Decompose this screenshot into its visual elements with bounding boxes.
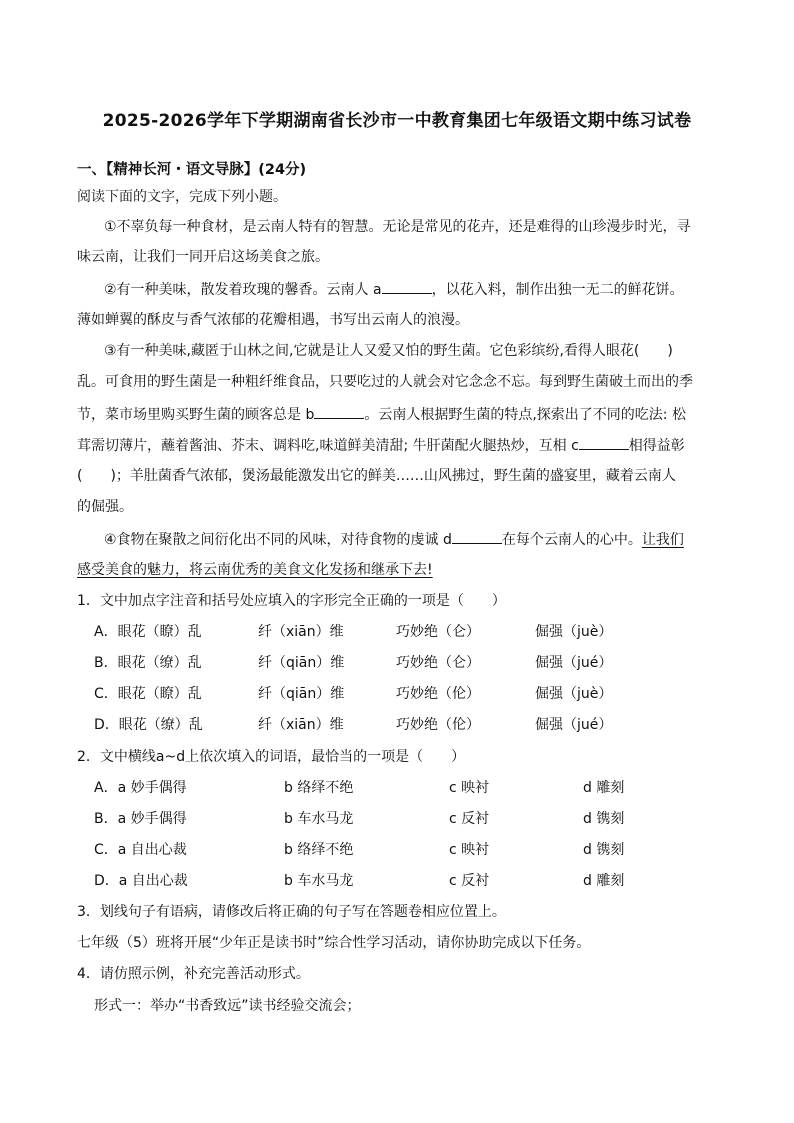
q2-option-c-2: b 络绎不绝 bbox=[284, 842, 354, 858]
q1-option-b-4: 倔强（jué） bbox=[535, 655, 613, 671]
q1-option-a-3: 巧妙绝（仑） bbox=[396, 624, 480, 640]
passage-text: 相得益彰 bbox=[628, 438, 685, 454]
q1-option-c-3: 巧妙绝（伦） bbox=[396, 686, 480, 702]
q2-option-a-4: d 雕刻 bbox=[583, 780, 625, 796]
q2-option-c-4: d 镌刻 bbox=[583, 842, 625, 858]
q2-option-d-3: c 反衬 bbox=[449, 873, 490, 889]
q1-option-b-1[interactable]: B．眼花（缭）乱 bbox=[94, 655, 202, 671]
q2-option-b-4: d 镌刻 bbox=[583, 811, 625, 827]
blank-b bbox=[314, 404, 364, 419]
q2-option-d-1[interactable]: D．a 自出心裁 bbox=[94, 873, 188, 889]
activity-form-1: 形式一：举办“书香致远”读书经验交流会； bbox=[94, 998, 361, 1014]
underlined-sentence: 让我们 bbox=[641, 532, 684, 548]
passage-p2-line2: 薄如蝉翼的酥皮与香气浓郁的花瓣相遇，书写出云南人的浪漫。 bbox=[77, 312, 469, 328]
passage-text: ，以花入料，制作出独一无二的鲜花饼。 bbox=[431, 282, 684, 298]
q2-option-a-2: b 络绎不绝 bbox=[284, 780, 354, 796]
q1-option-a-2: 纤（xiān）维 bbox=[258, 624, 344, 640]
q1-option-d-4: 倔强（jué） bbox=[535, 717, 613, 733]
passage-text: 在每个云南人的心中。 bbox=[501, 532, 642, 548]
task-intro: 七年级（5）班将开展“少年正是读书时”综合性学习活动，请你协助完成以下任务。 bbox=[77, 935, 591, 951]
q1-option-a-1[interactable]: A．眼花（瞭）乱 bbox=[94, 624, 202, 640]
passage-p3-line4 bbox=[77, 435, 722, 456]
passage-p3-line6: 的倔强。 bbox=[77, 499, 133, 515]
q1-option-b-2: 纤（qiān）维 bbox=[258, 655, 345, 671]
q1-option-b-3: 巧妙绝（仑） bbox=[396, 655, 480, 671]
q2-option-c-1[interactable]: C．a 自出心裁 bbox=[94, 842, 187, 858]
q2-option-c-3: c 映衬 bbox=[449, 842, 490, 858]
blank-d bbox=[452, 529, 502, 544]
question-1-stem: 1．文中加点字注音和括号处应填入的字形完全正确的一项是（ ） bbox=[77, 593, 506, 609]
q1-option-c-4: 倔强（juè） bbox=[535, 686, 613, 702]
q1-option-a-4: 倔强（juè） bbox=[535, 624, 613, 640]
q2-option-b-3: c 反衬 bbox=[449, 811, 490, 827]
q2-option-a-3: c 映衬 bbox=[449, 780, 490, 796]
passage-p3-line1: ③有一种美味,藏匿于山林之间,它就是让人又爱又怕的野生菌。它色彩缤纷,看得人眼花( ) bbox=[104, 343, 673, 359]
passage-p3-line3 bbox=[77, 404, 722, 425]
q2-option-d-2: b 车水马龙 bbox=[284, 873, 354, 889]
q2-option-a-1[interactable]: A．a 妙手偶得 bbox=[94, 780, 187, 796]
blank-a bbox=[382, 279, 432, 294]
passage-text: 节，菜市场里购买野生菌的顾客总是 b bbox=[77, 407, 315, 423]
q1-option-d-2: 纤（xiān）维 bbox=[258, 717, 344, 733]
passage-p3-line2: 乱。可食用的野生菌是一种粗纤维食品，只要吃过的人就会对它念念不忘。每到野生菌破土而出的季 bbox=[77, 374, 693, 390]
question-4-stem: 4．请仿照示例，补充完善活动形式。 bbox=[77, 966, 310, 982]
question-3-stem: 3．划线句子有语病，请修改后将正确的句子写在答题卷相应位置上。 bbox=[77, 904, 506, 920]
question-2-stem: 2．文中横线a~d上依次填入的词语，最恰当的一项是（ ） bbox=[77, 749, 466, 765]
underlined-sentence: 感受美食的魅力，将云南优秀的美食文化发扬和继承下去! bbox=[77, 562, 433, 578]
passage-text: 。云南人根据野生菌的特点,探索出了不同的吃法: 松 bbox=[364, 407, 686, 423]
passage-p2-line1 bbox=[104, 279, 749, 300]
q2-option-d-4: d 雕刻 bbox=[583, 873, 625, 889]
passage-p1-line2: 味云南，让我们一同开启这场美食之旅。 bbox=[77, 249, 329, 265]
q1-option-c-1[interactable]: C．眼花（瞭）乱 bbox=[94, 686, 202, 702]
passage-p4-line1 bbox=[104, 529, 749, 550]
q1-option-d-1[interactable]: D．眼花（缭）乱 bbox=[94, 717, 203, 733]
section-intro: 阅读下面的文字，完成下列小题。 bbox=[77, 189, 287, 205]
passage-text: ④食物在聚散之间衍化出不同的风味，对待食物的虔诚 d bbox=[104, 532, 452, 548]
passage-p3-line5: ( )；羊肚菌香气浓郁，煲汤最能激发出它的鲜美……山风拂过，野生菌的盛宴里，藏着云南人 bbox=[77, 468, 676, 484]
blank-c bbox=[579, 435, 629, 450]
passage-text: ②有一种美味，散发着玫瑰的馨香。云南人 a bbox=[104, 282, 382, 298]
passage-p1-line1: ①不辜负每一种食材，是云南人特有的智慧。无论是常见的花卉，还是难得的山珍漫步时光，寻 bbox=[104, 219, 691, 235]
q2-option-b-2: b 车水马龙 bbox=[284, 811, 354, 827]
q2-option-b-1[interactable]: B．a 妙手偶得 bbox=[94, 811, 187, 827]
passage-text: 茸需切薄片，蘸着酱油、芥末、调料吃,味道鲜美清甜; 牛肝菌配火腿热炒，互相 c bbox=[77, 438, 579, 454]
section-heading: 一、【精神长河・语文导脉】(24分) bbox=[77, 162, 307, 178]
page-title: 2025-2026学年下学期湖南省长沙市一中教育集团七年级语文期中练习试卷 bbox=[102, 111, 692, 131]
q1-option-d-3: 巧妙绝（伦） bbox=[396, 717, 480, 733]
q1-option-c-2: 纤（qiān）维 bbox=[258, 686, 345, 702]
